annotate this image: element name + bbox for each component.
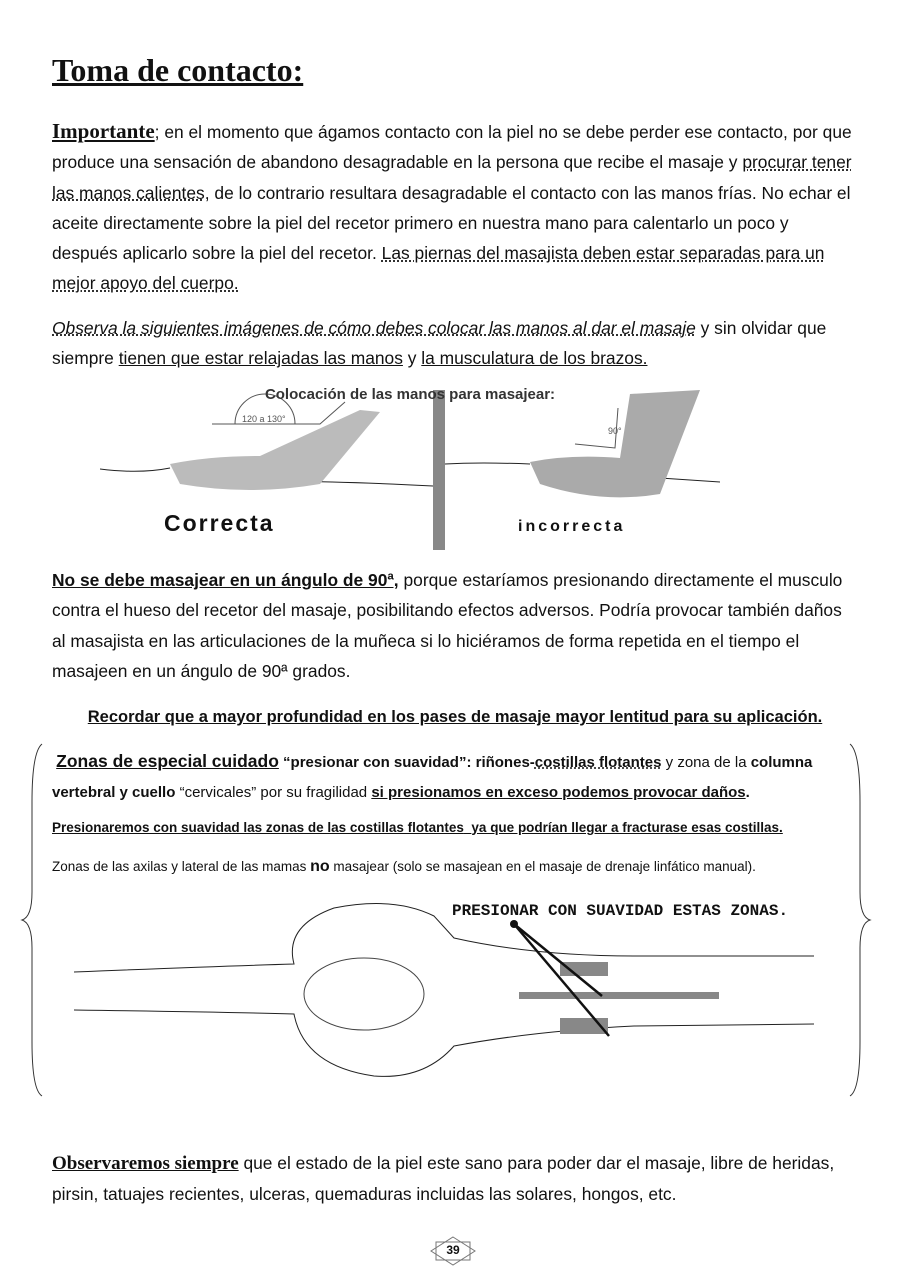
text: “presionar con suavidad”: riñones- bbox=[278, 754, 535, 771]
body-figure bbox=[74, 896, 814, 1082]
paragraph-observaremos bbox=[52, 1148, 858, 1210]
angle-label-correct: 120 a 130° bbox=[242, 414, 286, 424]
paragraph-angulo bbox=[52, 565, 858, 686]
text: ; en el momento que ágamos contacto con la piel no se debe perder ese contacto, por que produce una sensación de abandono desagradable en la persona que recibe el masaje y bbox=[52, 122, 852, 173]
paragraph-importante bbox=[52, 116, 858, 299]
recordar-note: Recordar que a mayor profundidad en los pases de masaje mayor lentitud para su aplicación. bbox=[87, 708, 823, 726]
text: y bbox=[402, 348, 422, 369]
underlined-text: la musculatura de los brazos. bbox=[421, 348, 648, 369]
dotted-text: costillas flotantes bbox=[534, 754, 662, 771]
underlined-bold-text: si presionamos en exceso podemos provocar daños bbox=[371, 784, 746, 801]
paragraph-observa bbox=[52, 313, 858, 374]
underlined-bold-text: No se debe masajear en un ángulo de 90ª, bbox=[52, 570, 399, 590]
page-number-badge bbox=[430, 1236, 476, 1266]
costillas-warning bbox=[52, 814, 858, 842]
dotted-text: procurar tener las manos calientes bbox=[52, 152, 852, 203]
text: “cervicales” por su fragilidad bbox=[175, 784, 372, 801]
underlined-text: tienen que estar relajadas las manos bbox=[118, 348, 403, 369]
text: , de lo contrario resultara desagradable el contacto con las manos frías. No echar el aceite directamente sobre la piel del recetor primero en nuestra mano para calentarlo un poco y después aplicarlo sobre la piel del recetor. bbox=[52, 182, 851, 264]
angle-label-incorrect: 90° bbox=[608, 426, 622, 436]
text: que el estado de la piel este sano para poder dar el masaje, libre de heridas, pirsin, tatuajes recientes, ulceras, quemaduras incluidas las solares, hongos, etc. bbox=[52, 1153, 835, 1205]
hands-figure bbox=[100, 384, 720, 550]
body-illustration bbox=[74, 896, 814, 1082]
text: y zona de la bbox=[661, 754, 751, 771]
zonas-paragraph: Zonas de especial cuidado “presionar con suavidad”: riñones-costillas flotantes y zona de la columna vertebral y cuello “cervicales” por su fragilidad si presionamos en exceso podemos provocar daños. bbox=[52, 751, 813, 801]
text: Zonas de las axilas y lateral de las mamas bbox=[52, 859, 311, 874]
page-title: Toma de contacto: bbox=[52, 52, 304, 88]
axilas-note bbox=[52, 853, 858, 881]
text: masajear (solo se masajean en el masaje de drenaje linfático manual). bbox=[329, 859, 756, 874]
text: porque estaríamos presionando directamente el musculo contra el hueso del recetor del masaje, posibilitando efectos adversos. Podría provocar también daños al masajista en las articulaciones de la muñeca si lo hiciéramos de forma repetida en el tiempo el masajeen en un ángulo de 90ª grados. bbox=[52, 570, 843, 681]
text: ya que podrían llegar a fracturase esas costillas. bbox=[471, 820, 783, 835]
lead-importante: Importante bbox=[52, 119, 155, 143]
text: y sin olvidar que siempre bbox=[52, 318, 827, 369]
figure-caption: PRESIONAR CON SUAVIDAD ESTAS ZONAS. bbox=[452, 902, 789, 920]
label-correcta: Correcta bbox=[164, 510, 275, 536]
figure-title: Colocación de las manos para masajear: bbox=[264, 386, 556, 403]
bold-text: columna vertebral y cuello bbox=[52, 754, 813, 801]
label-incorrecta: incorrecta bbox=[518, 518, 626, 535]
page-number: 39 bbox=[446, 1243, 460, 1257]
dotted-text: Las piernas del masajista deben estar separadas para un mejor apoyo del cuerpo. bbox=[52, 243, 825, 294]
bold-text: no bbox=[310, 858, 330, 875]
text: Presionaremos con suavidad las zonas de las costillas flotantes bbox=[52, 820, 464, 835]
lead-observaremos: Observaremos siempre bbox=[52, 1153, 239, 1174]
italic-text: Observa la siguientes imágenes de cómo debes colocar las manos al dar el masaje bbox=[52, 318, 696, 338]
zonas-heading: Zonas de especial cuidado bbox=[56, 751, 279, 771]
